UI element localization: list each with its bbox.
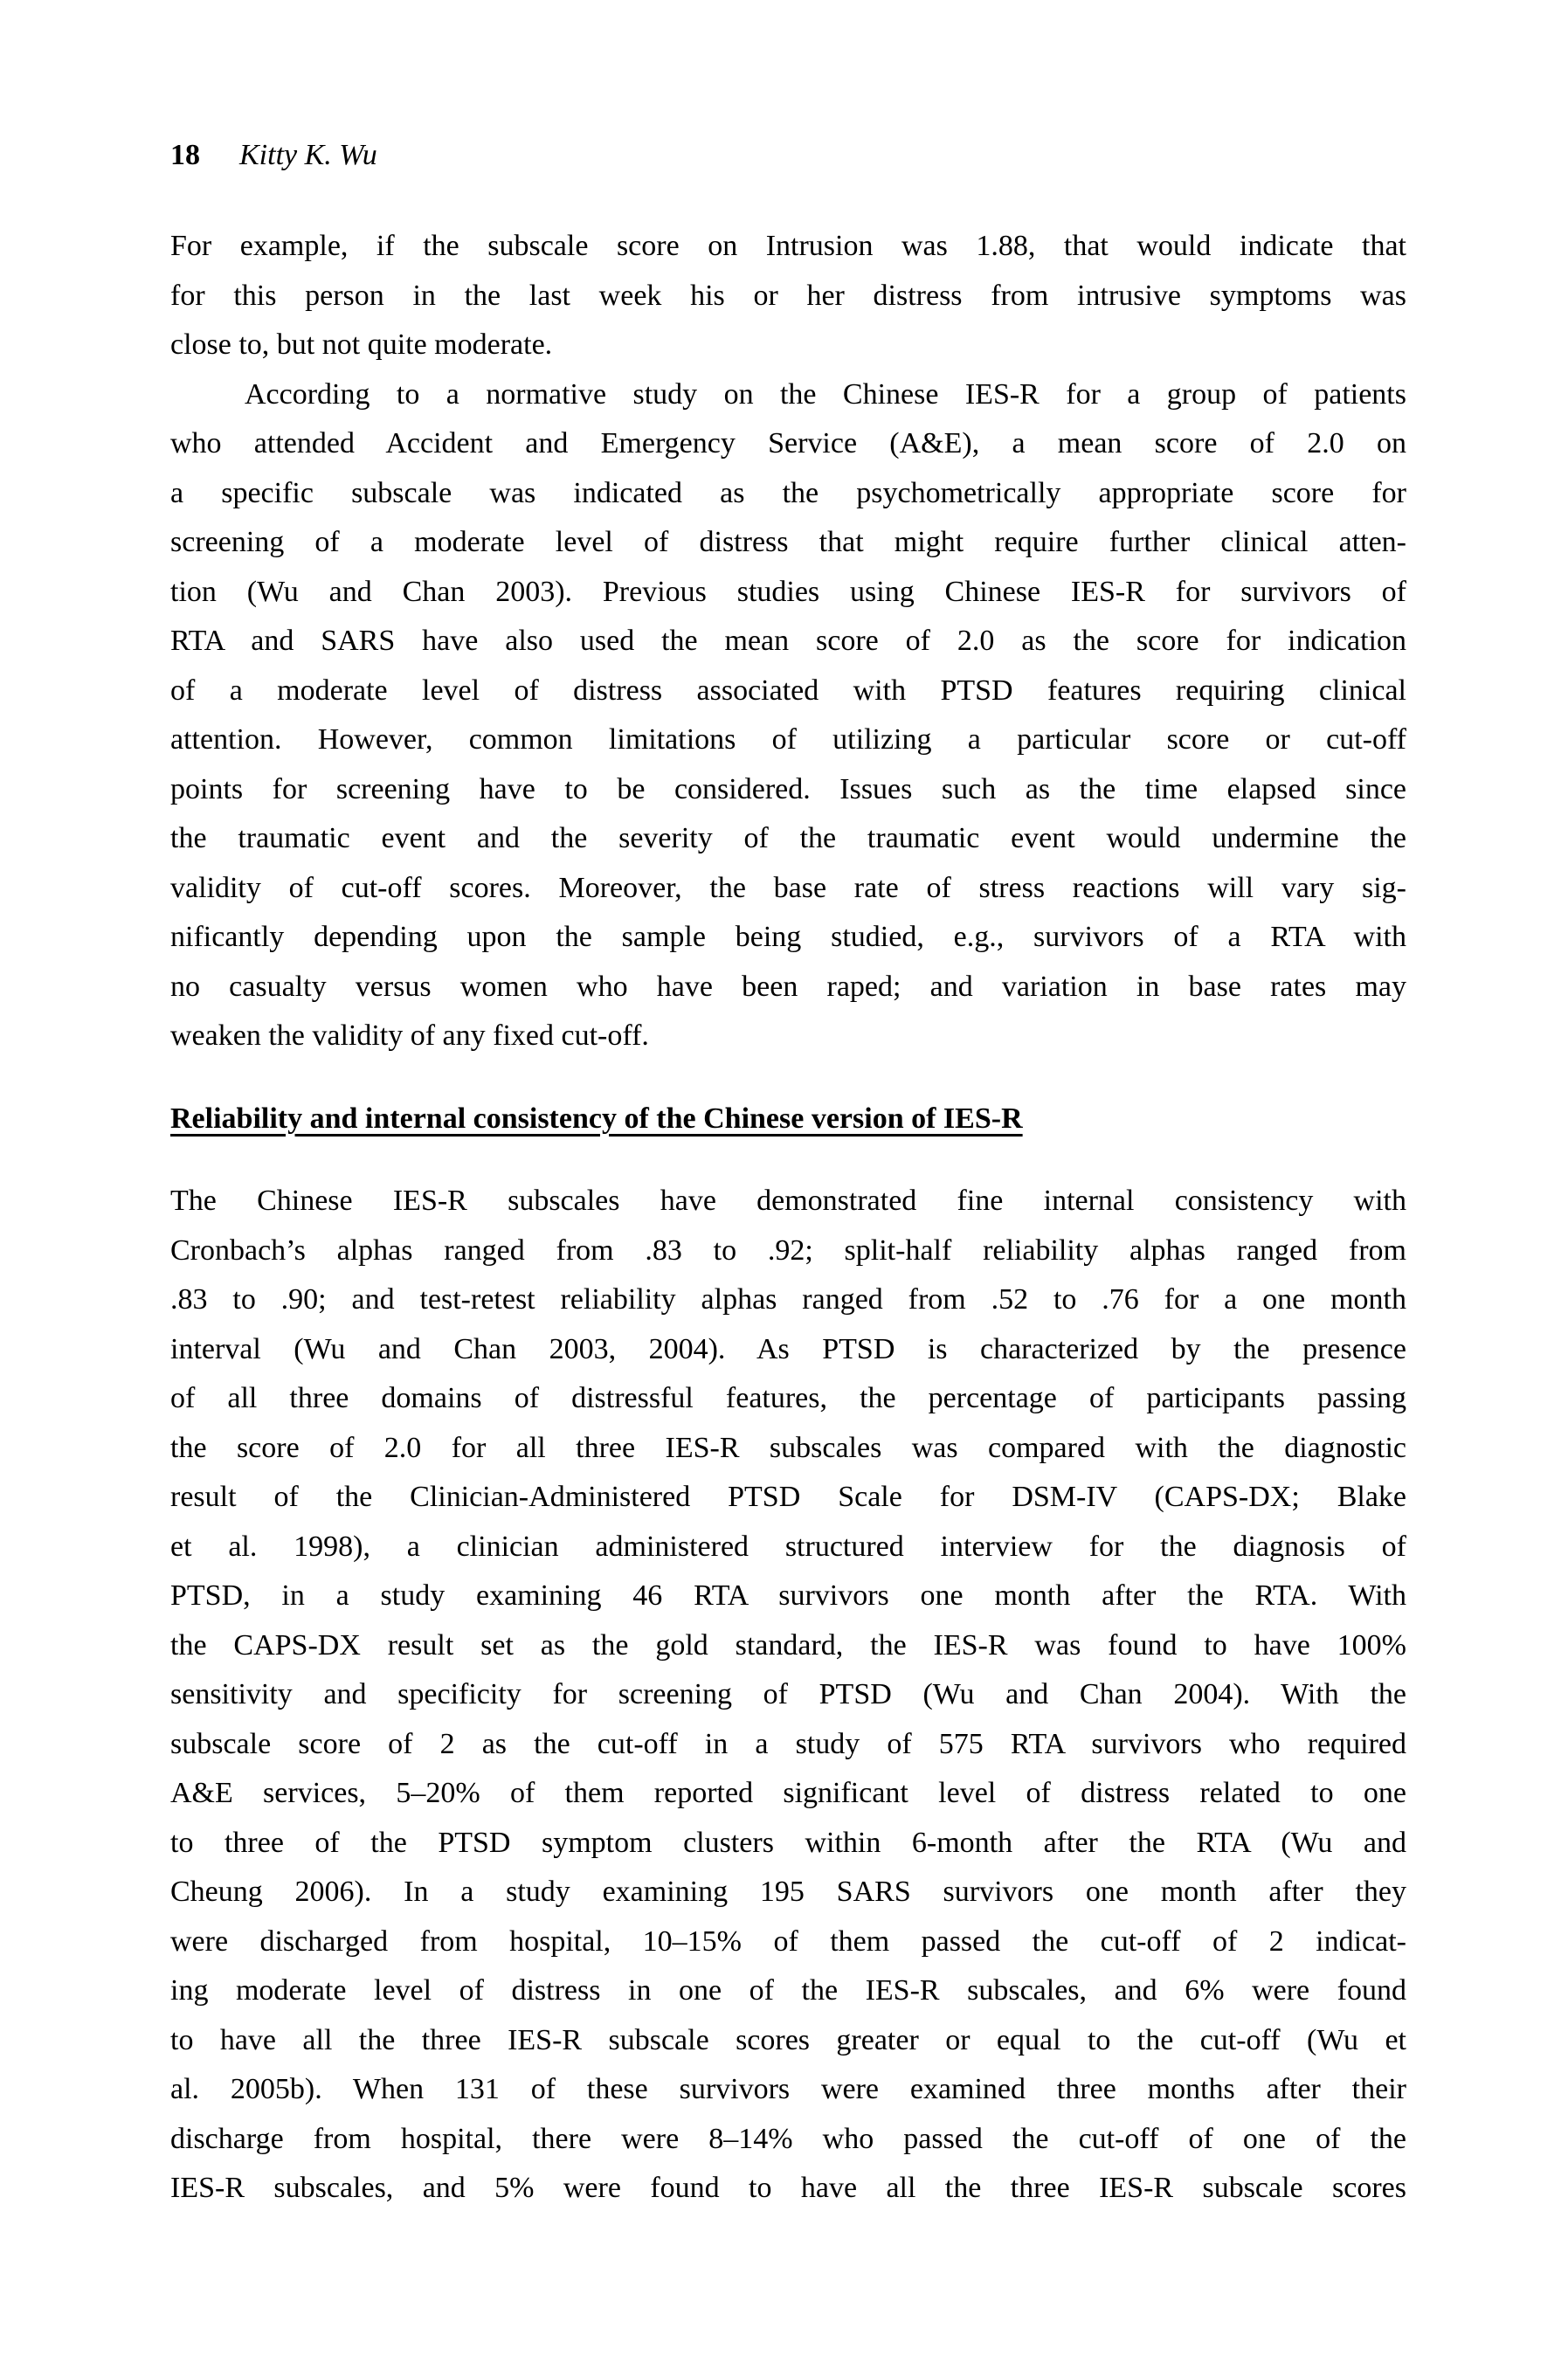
text-line: result of the Clinician-Administered PTSD Scale for DSM-IV (CAPS-DX; Blake bbox=[170, 1481, 1406, 1513]
text-line: subscale score of 2 as the cut-off in a study of 575 RTA survivors who required bbox=[170, 1727, 1406, 1760]
text-line: were discharged from hospital, 10–15% of them passed the cut-off of 2 indicat- bbox=[170, 1924, 1406, 1958]
text-line: tion (Wu and Chan 2003). Previous studies using Chinese IES-R for survivors of bbox=[170, 575, 1406, 608]
text-line: et al. 1998), a clinician administered structured interview for the diagnosis of bbox=[170, 1530, 1406, 1563]
paragraph bbox=[170, 222, 1406, 370]
text-line: close to, but not quite moderate. bbox=[170, 328, 553, 361]
running-head bbox=[170, 131, 1406, 180]
text-line: RTA and SARS have also used the mean score of 2.0 as the score for indication bbox=[170, 625, 1406, 657]
text-line: nificantly depending upon the sample being studied, e.g., survivors of a RTA with bbox=[170, 921, 1406, 953]
text-line: PTSD, in a study examining 46 RTA survivors one month after the RTA. With bbox=[170, 1579, 1406, 1612]
text-line: to have all the three IES-R subscale scores greater or equal to the cut-off (Wu et bbox=[170, 2023, 1406, 2056]
text-line: attention. However, common limitations of utilizing a particular score or cut-off bbox=[170, 723, 1406, 756]
text-line: of all three domains of distressful features, the percentage of participants passing bbox=[170, 1382, 1406, 1414]
text-line: no casualty versus women who have been raped; and variation in base rates may bbox=[170, 970, 1406, 1003]
page-number: 18 bbox=[170, 139, 200, 171]
text-line: screening of a moderate level of distress that might require further clinical atten- bbox=[170, 526, 1406, 558]
text-line: A&E services, 5–20% of them reported significant level of distress related to one bbox=[170, 1777, 1406, 1809]
paragraph bbox=[170, 1177, 1406, 2214]
text-line: sensitivity and specificity for screening of PTSD (Wu and Chan 2004). With the bbox=[170, 1678, 1406, 1710]
text-line: al. 2005b). When 131 of these survivors were examined three months after their bbox=[170, 2073, 1406, 2105]
text-line: validity of cut-off scores. Moreover, the base rate of stress reactions will vary sig- bbox=[170, 871, 1406, 904]
text-line: ing moderate level of distress in one of the IES-R subscales, and 6% were found bbox=[170, 1974, 1406, 2007]
text-line: Cheung 2006). In a study examining 195 SARS survivors one month after they bbox=[170, 1876, 1406, 1908]
text-line: who attended Accident and Emergency Service (A&E), a mean score of 2.0 on bbox=[170, 427, 1406, 459]
text-line: the CAPS-DX result set as the gold standard, the IES-R was found to have 100% bbox=[170, 1628, 1406, 1662]
running-head-author: Kitty K. Wu bbox=[239, 139, 377, 171]
text-line: According to a normative study on the Chinese IES-R for a group of patients bbox=[245, 377, 1406, 411]
text-line: the score of 2.0 for all three IES-R subscales was compared with the diagnostic bbox=[170, 1431, 1406, 1464]
text-line: IES-R subscales, and 5% were found to have all the three IES-R subscale scores bbox=[170, 2172, 1406, 2204]
text-line: the traumatic event and the severity of the traumatic event would undermine the bbox=[170, 822, 1406, 854]
paragraph bbox=[170, 370, 1406, 1061]
text-line: For example, if the subscale score on Intrusion was 1.88, that would indicate that bbox=[170, 230, 1406, 262]
text-line: The Chinese IES-R subscales have demonstrated fine internal consistency with bbox=[170, 1185, 1406, 1217]
page-body bbox=[170, 222, 1406, 2214]
text-line: points for screening have to be considered. Issues such as the time elapsed since bbox=[170, 772, 1406, 805]
text-line: for this person in the last week his or her distress from intrusive symptoms was bbox=[170, 279, 1406, 312]
text-line: discharge from hospital, there were 8–14% who passed the cut-off of one of the bbox=[170, 2122, 1406, 2155]
text-line: interval (Wu and Chan 2003, 2004). As PTSD is characterized by the presence bbox=[170, 1332, 1406, 1365]
text-line: Cronbach’s alphas ranged from .83 to .92; split-half reliability alphas ranged from bbox=[170, 1233, 1406, 1267]
text-line: of a moderate level of distress associated with PTSD features requiring clinical bbox=[170, 674, 1406, 707]
text-line: a specific subscale was indicated as the psychometrically appropriate score for bbox=[170, 476, 1406, 509]
text-line: weaken the validity of any fixed cut-off. bbox=[170, 1019, 649, 1052]
text-line: .83 to .90; and test-retest reliability alphas ranged from .52 to .76 for a one month bbox=[170, 1283, 1406, 1316]
section-heading: Reliability and internal consistency of the Chinese version of IES-R bbox=[170, 1102, 1023, 1135]
text-line: to three of the PTSD symptom clusters within 6-month after the RTA (Wu and bbox=[170, 1826, 1406, 1859]
